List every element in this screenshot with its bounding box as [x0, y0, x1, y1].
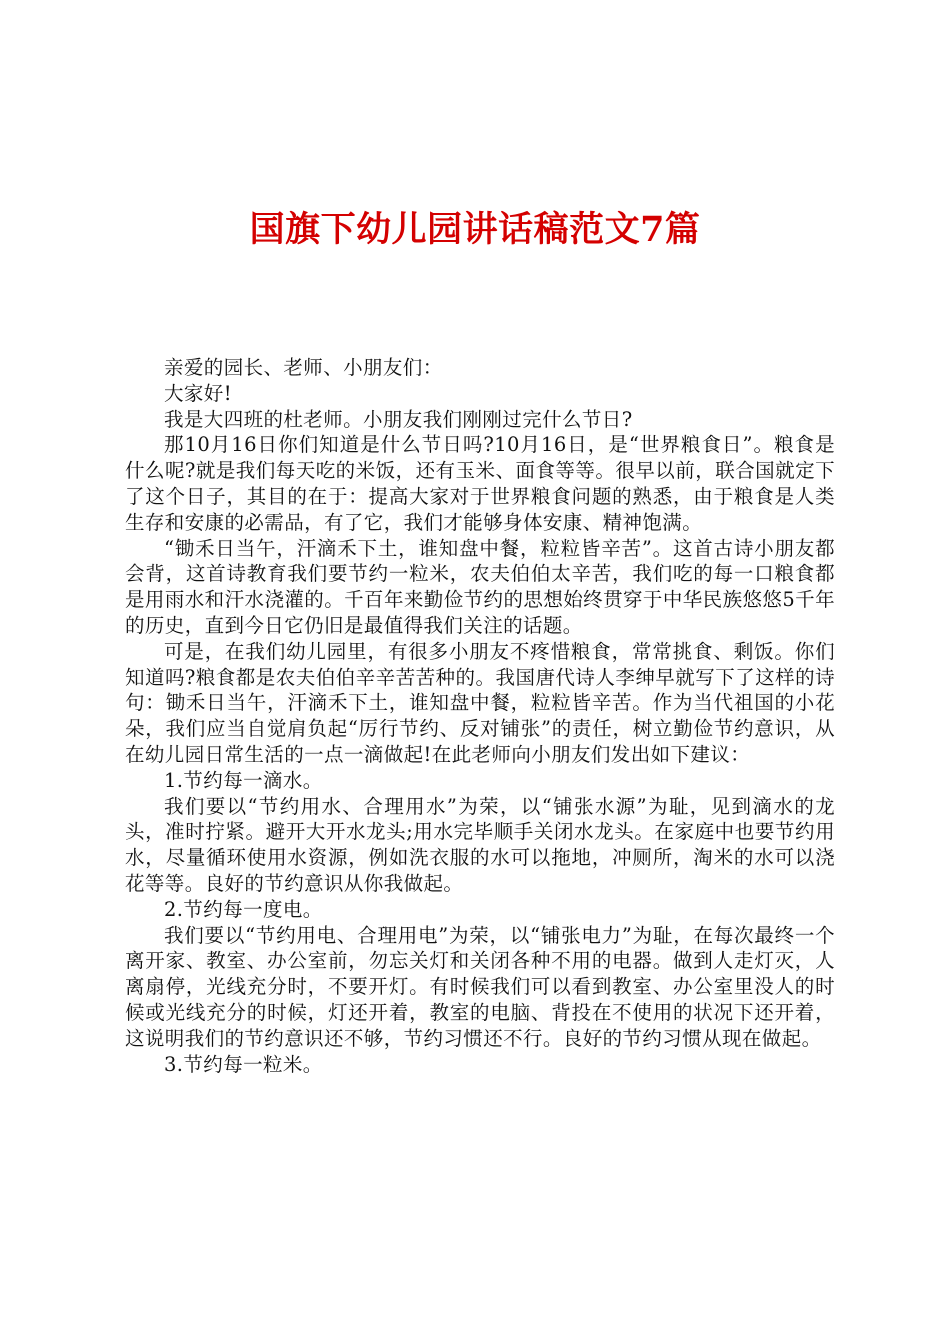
paragraph-waste: 可是，在我们幼儿园里，有很多小朋友不疼惜粮食，常常挑食、剩饭。你们知道吗?粮食都是农夫伯伯辛辛苦苦种的。我国唐代诗人李绅早就写下了这样的诗句：锄禾日当午，汗滴禾下土，谁知盘中餐，粒粒皆辛苦。作为当代祖国的小花朵，我们应当自觉肩负起“厉行节约、反对铺张”的责任，树立勤俭节约意识，从在幼儿园日常生活的一点一滴做起!在此老师向小朋友们发出如下建议： [125, 639, 835, 766]
document-body [125, 355, 835, 1077]
heading-save-water: 1.节约每一滴水。 [164, 768, 323, 792]
heading-save-rice: 3.节约每一粒米。 [164, 1052, 323, 1076]
paragraph-food-day: 那10月16日你们知道是什么节日吗?10月16日，是“世界粮食日”。粮食是什么呢?就是我们每天吃的米饭，还有玉米、面食等等。很早以前，联合国就定下了这个日子，其目的在于：提高大家对于世界粮食问题的熟悉，由于粮食是人类生存和安康的必需品，有了它，我们才能够身体安康、精神饱满。 [125, 433, 835, 534]
heading-save-electricity: 2.节约每一度电。 [164, 897, 323, 921]
paragraph-poem: “锄禾日当午，汗滴禾下土，谁知盘中餐，粒粒皆辛苦”。这首古诗小朋友都会背，这首诗教育我们要节约一粒米，农夫伯伯太辛苦，我们吃的每一口粮食都是用雨水和汗水浇灌的。千百年来勤俭节约的思想始终贯穿于中华民族悠悠5千年的历史，直到今日它仍旧是最值得我们关注的话题。 [125, 536, 835, 637]
paragraph-save-water: 我们要以“节约用水、合理用水”为荣，以“铺张水源”为耻，见到滴水的龙头，准时拧紧。避开大开水龙头;用水完毕顺手关闭水龙头。在家庭中也要节约用水，尽量循环使用水资源，例如洗衣服的水可以拖地，冲厕所，淘米的水可以浇花等等。良好的节约意识从你我做起。 [125, 794, 835, 895]
paragraph-intro: 我是大四班的杜老师。小朋友我们刚刚过完什么节日? [164, 407, 633, 431]
greeting: 大家好! [164, 381, 232, 405]
paragraph-save-electricity: 我们要以“节约用电、合理用电”为荣，以“铺张电力”为耻，在每次最终一个离开家、教室、办公室前，勿忘关灯和关闭各种不用的电器。做到人走灯灭，人离扇停，光线充分时，不要开灯。有时候我们可以看到教室、办公室里没人的时候或光线充分的时候，灯还开着，教室的电脑、背投在不使用的状况下还开着，这说明我们的节约意识还不够，节约习惯还不行。良好的节约习惯从现在做起。 [125, 923, 835, 1050]
document-title: 国旗下幼儿园讲话稿范文7篇 [249, 209, 701, 250]
salutation: 亲爱的园长、老师、小朋友们： [164, 356, 443, 379]
